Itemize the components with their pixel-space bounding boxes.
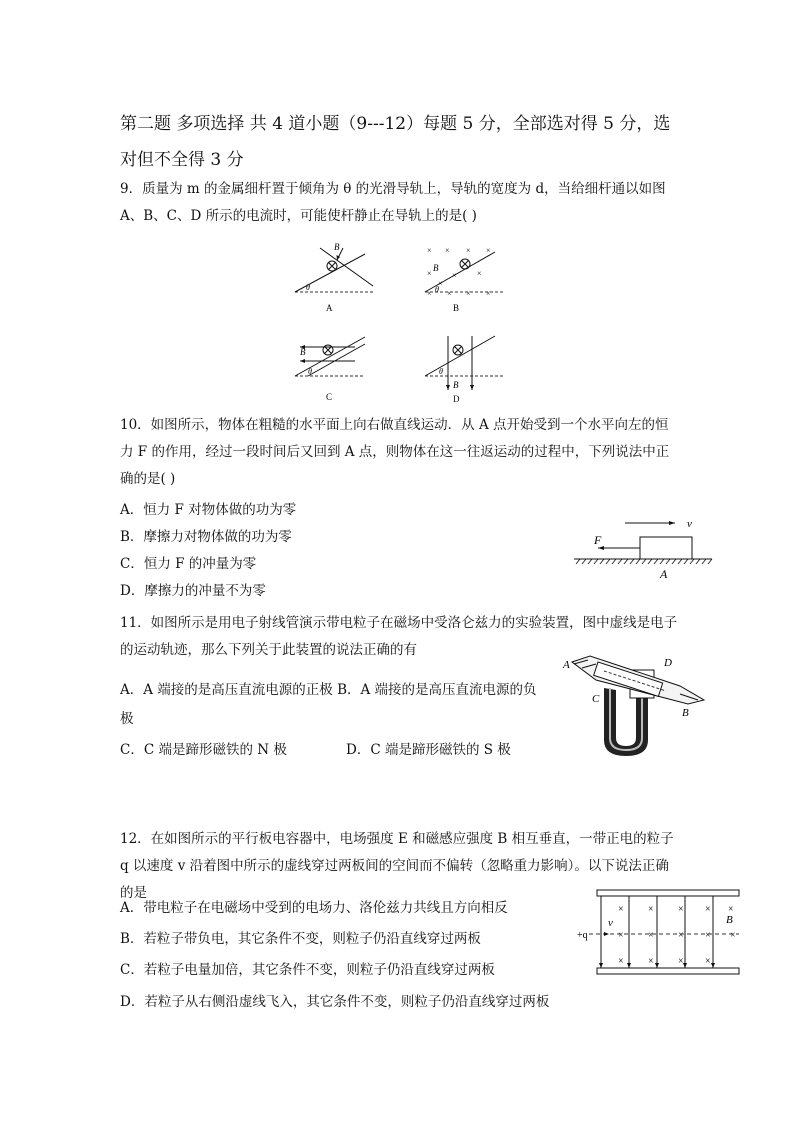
q10-figure: [570, 512, 720, 584]
q9-figure-b: [425, 246, 505, 313]
svg-text:×: ×: [486, 289, 491, 298]
q12-option-c: C．若粒子电量加倍，其它条件不变，则粒子仍沿直线穿过两板: [120, 962, 495, 978]
svg-text:B: B: [334, 242, 340, 252]
svg-text:×: ×: [678, 930, 684, 941]
svg-text:×: ×: [705, 904, 711, 915]
svg-text:×: ×: [427, 269, 432, 278]
svg-text:θ: θ: [435, 285, 439, 294]
svg-text:D: D: [664, 657, 672, 669]
q9-figure-d: [425, 336, 505, 390]
q11-option-c: C．C 端是蹄形磁铁的 N 极: [120, 742, 287, 758]
svg-text:×: ×: [730, 930, 736, 941]
svg-text:×: ×: [486, 246, 491, 255]
svg-text:θ: θ: [308, 367, 312, 376]
svg-text:×: ×: [678, 904, 684, 915]
svg-text:×: ×: [618, 904, 624, 915]
question-9-stem: 9．质量为 m 的金属细杆置于倾角为 θ 的光滑导轨上，导轨的宽度为 d，当给细杆通以如图 A、B、C、D 所示的电流时，可能使杆静止在导轨上的是( ): [120, 181, 666, 224]
q11-option-a-b: A．A 端接的是高压直流电源的正极 B．A 端接的是高压直流电源的负: [120, 682, 537, 698]
q11-figure: [560, 650, 715, 760]
q12-option-d: D．若粒子从右侧沿虚线飞入，其它条件不变，则粒子仍沿直线穿过两板: [120, 994, 550, 1010]
question-12-stem: 12．在如图所示的平行板电容器中，电场强度 E 和磁感应强度 B 相互垂直，一带正电的粒子 q 以速度 v 沿着图中所示的虚线穿过两板间的空间而不偏转（忽略重力影响）。以下说法正确的是: [120, 831, 674, 901]
svg-text:A: A: [660, 567, 668, 581]
svg-text:×: ×: [728, 904, 734, 915]
svg-text:×: ×: [466, 289, 471, 298]
svg-text:v: v: [608, 917, 613, 929]
svg-text:×: ×: [618, 956, 624, 967]
svg-text:×: ×: [618, 930, 624, 941]
svg-text:v: v: [687, 518, 692, 530]
q10-option-b: B．摩擦力对物体做的功为零: [120, 529, 292, 545]
svg-text:B: B: [453, 303, 460, 313]
q11-option-b-cont: 极: [120, 711, 134, 727]
svg-text:C: C: [592, 693, 600, 705]
svg-text:B: B: [726, 914, 733, 926]
svg-text:B: B: [453, 380, 459, 390]
svg-text:×: ×: [648, 956, 654, 967]
q9-figures: [280, 240, 520, 402]
question-11-stem: 11．如图所示是用电子射线管演示带电粒子在磁场中受洛仑兹力的实验装置，图中虚线是电子的运动轨迹，那么下列关于此装置的说法正确的有: [120, 615, 678, 658]
svg-text:B: B: [433, 263, 439, 273]
svg-text:F: F: [594, 533, 602, 547]
q12-option-a: A．带电粒子在电磁场中受到的电场力、洛伦兹力共线且方向相反: [120, 900, 508, 916]
section-heading: 第二题 多项选择 共 4 道小题（9---12）每题 5 分，全部选对得 5 分，选对但不全得 3 分: [120, 114, 671, 170]
svg-text:B: B: [682, 707, 689, 719]
svg-text:C: C: [326, 392, 333, 402]
q10-option-a: A．恒力 F 对物体做的功为零: [120, 502, 297, 518]
svg-text:θ: θ: [306, 283, 310, 292]
svg-text:θ: θ: [439, 367, 443, 376]
svg-text:×: ×: [466, 246, 471, 255]
question-10-stem: 10．如图所示，物体在粗糙的水平面上向右做直线运动．从 A 点开始受到一个水平向左的恒力 F 的作用，经过一段时间后又回到 A 点，则物体在这一往返运动的过程中，下列说法中正确的是( ): [120, 417, 670, 487]
svg-text:×: ×: [445, 246, 450, 255]
q9-figure-c: [295, 337, 365, 402]
q10-option-c: C．恒力 F 的冲量为零: [120, 556, 257, 572]
svg-text:×: ×: [427, 289, 432, 298]
svg-text:×: ×: [678, 956, 684, 967]
svg-text:×: ×: [438, 279, 443, 288]
q11-option-d: D．C 端是蹄形磁铁的 S 极: [346, 742, 511, 758]
q10-option-d: D．摩擦力的冲量不为零: [120, 583, 266, 599]
svg-text:B: B: [300, 347, 306, 357]
svg-text:×: ×: [705, 956, 711, 967]
svg-text:A: A: [563, 659, 570, 671]
q12-option-b: B．若粒子带负电，其它条件不变，则粒子仍沿直线穿过两板: [120, 931, 481, 947]
svg-text:×: ×: [477, 269, 482, 278]
svg-text:×: ×: [648, 904, 654, 915]
svg-text:×: ×: [447, 289, 452, 298]
svg-text:+q: +q: [577, 930, 588, 941]
svg-text:×: ×: [452, 271, 457, 280]
svg-text:A: A: [326, 303, 333, 313]
svg-text:×: ×: [648, 930, 654, 941]
q12-figure: [575, 886, 745, 982]
q9-figure-d-label: D: [453, 394, 460, 404]
svg-text:×: ×: [427, 246, 432, 255]
svg-text:×: ×: [705, 930, 711, 941]
q9-figure-a: [295, 242, 380, 313]
